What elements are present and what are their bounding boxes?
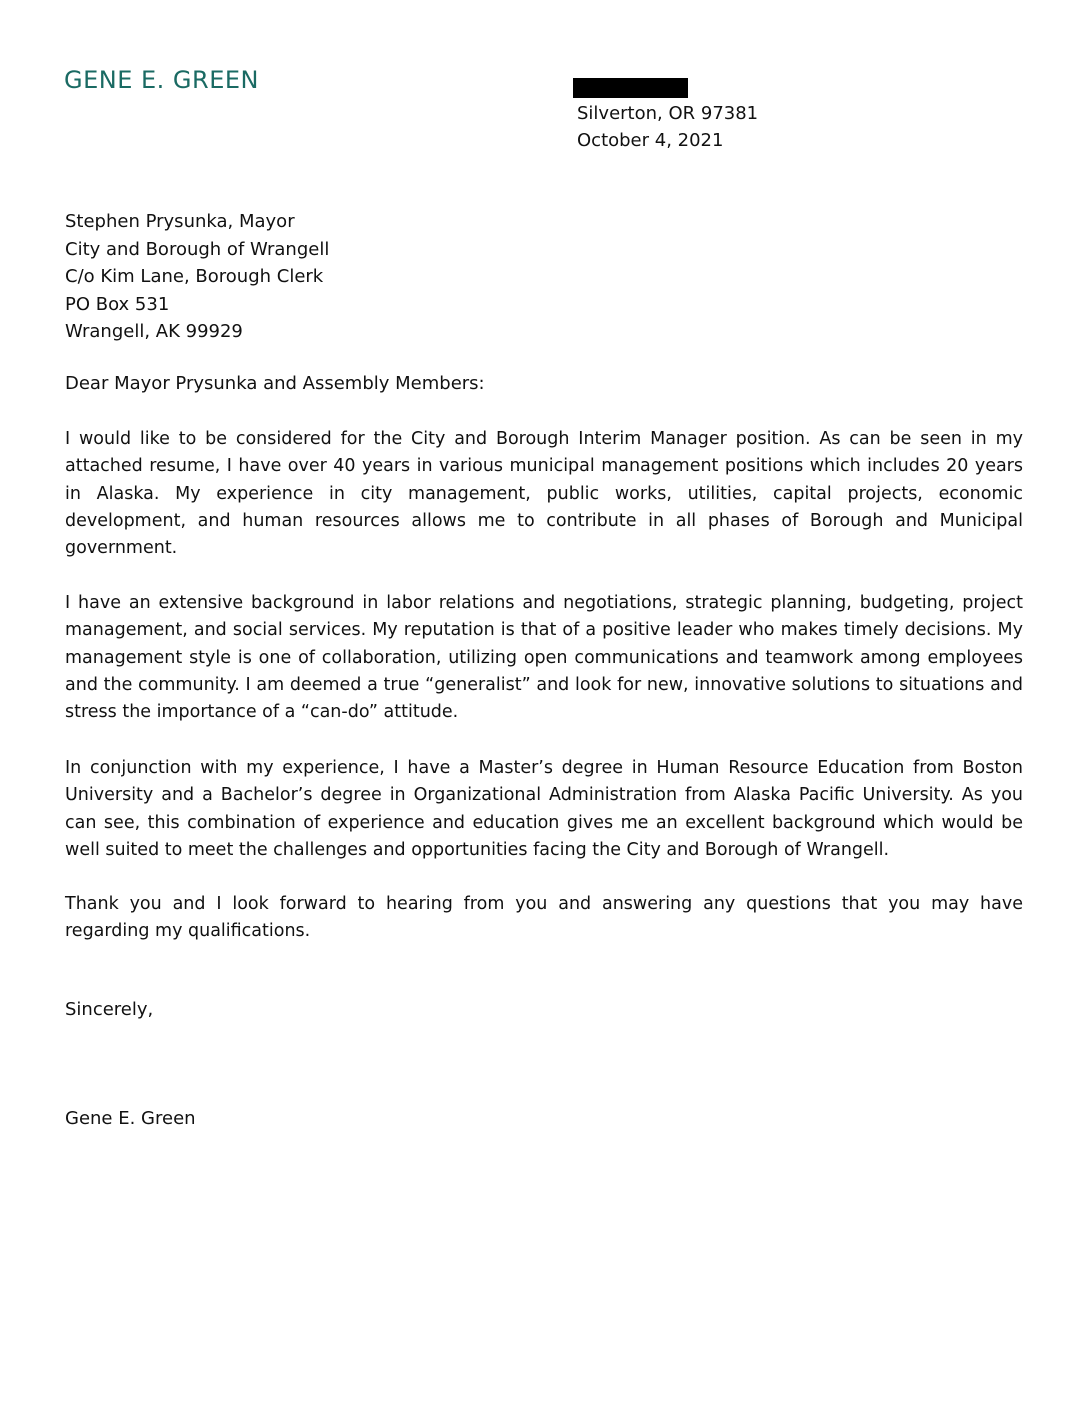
recipient-line: PO Box 531 <box>65 293 170 315</box>
redacted-address-bar <box>573 78 688 98</box>
body-paragraph: Thank you and I look forward to hearing from you and answering any questions that you may have regarding my qualifications. <box>65 894 1023 942</box>
letter-date: October 4, 2021 <box>577 130 724 151</box>
sender-city-line: Silverton, OR 97381 <box>577 103 759 124</box>
recipient-line: City and Borough of Wrangell <box>65 238 330 260</box>
sender-address-block <box>577 100 758 154</box>
recipient-line: Wrangell, AK 99929 <box>65 321 243 342</box>
recipient-address-block <box>65 208 329 346</box>
signer-name: Gene E. Green <box>65 1108 196 1129</box>
body-paragraph: I have an extensive background in labor relations and negotiations, strategic planning, budgeting, project management, and social services. My reputation is that of a positive leader who makes timely decisions. My management style is one of collaboration, utilizing open communications and teamwork among employees and the community. I am deemed a true “generalist” and look for new, innovative solutions to situations and stress the importance of a “can-do” attitude. <box>65 593 1023 723</box>
recipient-line: C/o Kim Lane, Borough Clerk <box>65 266 324 287</box>
body-paragraph: I would like to be considered for the City and Borough Interim Manager position. As can be seen in my attached resume, I have over 40 years in various municipal management positions which includes 20 years in Alaska. My experience in city management, public works, utilities, capital projects, economic development, and human resources allows me to contribute in all phases of Borough and Municipal government. <box>65 429 1023 559</box>
letterhead-name: GENE E. GREEN <box>64 66 259 94</box>
salutation: Dear Mayor Prysunka and Assembly Members: <box>65 373 485 394</box>
body-paragraph: In conjunction with my experience, I have a Master’s degree in Human Resource Education from Boston University and a Bachelor’s degree in Organizational Administration from Alaska Pacific University. As you can see, this combination of experience and education gives me an excellent background which would be well suited to meet the challenges and opportunities facing the City and Borough of Wrangell. <box>65 758 1023 860</box>
closing: Sincerely, <box>65 999 154 1020</box>
recipient-line: Stephen Prysunka, Mayor <box>65 211 295 232</box>
